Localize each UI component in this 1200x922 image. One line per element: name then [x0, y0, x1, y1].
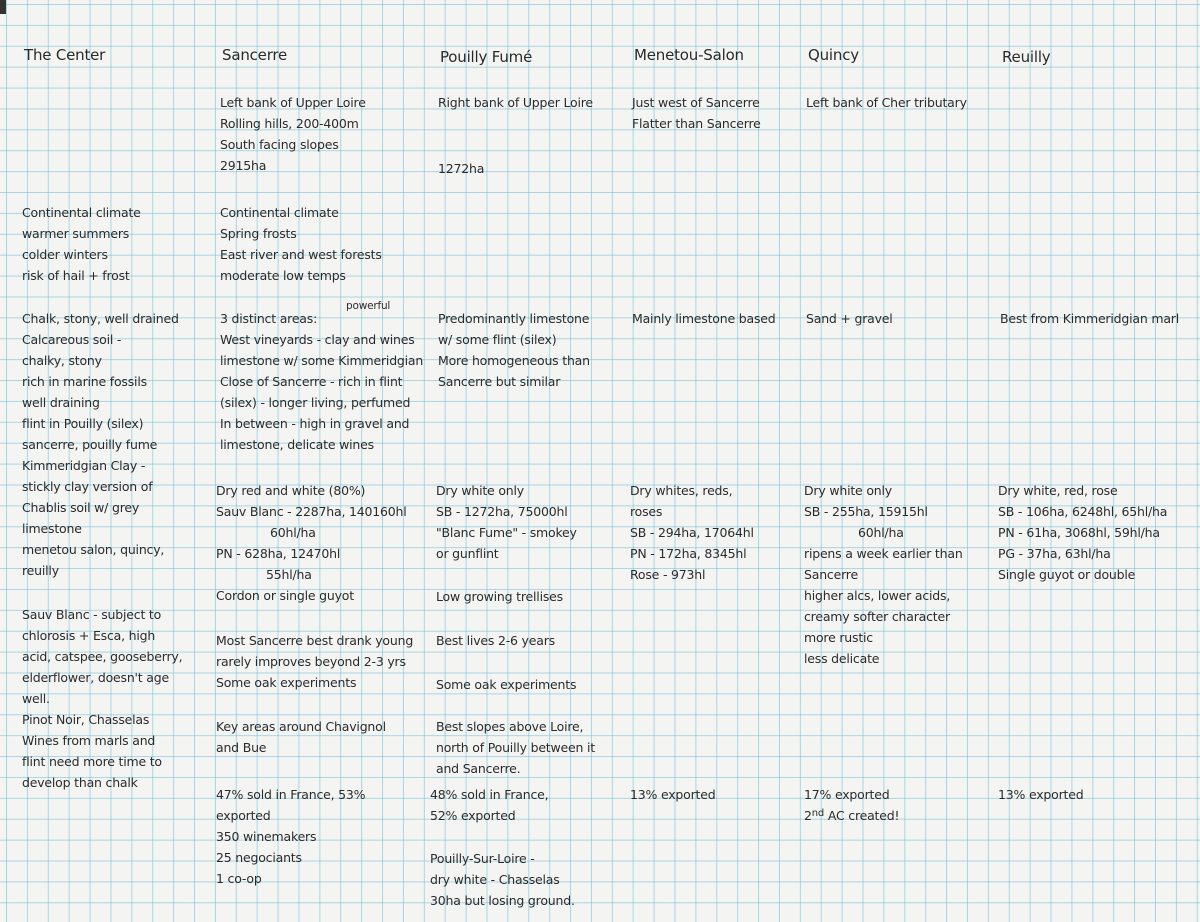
sancerre-soil-line: 3 distinct areas: [220, 311, 318, 326]
pouilly-export-line: 48% sold in France, [430, 787, 549, 802]
quincy-wines-line: Sancerre [804, 567, 858, 582]
center-grapes-line: acid, catspee, gooseberry, [22, 649, 183, 664]
sancerre-wines-line: PN - 628ha, 12470hl [216, 546, 341, 561]
quincy-wines-block [804, 480, 963, 669]
quincy-ac-ordinal: nd [811, 808, 825, 819]
menetou-soil: Mainly limestone based [632, 311, 776, 326]
menetou-wines-line: Rose - 973hl [630, 567, 706, 582]
sancerre-soil-line: In between - high in gravel and [220, 416, 410, 431]
sancerre-aging-line: Most Sancerre best drank young [216, 633, 414, 648]
center-soil-line: Calcareous soil - [22, 332, 122, 347]
menetou-wines-line: roses [630, 504, 663, 519]
pouilly-area: 1272ha [438, 161, 485, 176]
reuilly-soil: Best from Kimmeridgian marl [1000, 311, 1179, 326]
pouilly-sur-loire-line: dry white - Chasselas [430, 872, 560, 887]
center-grapes-line: elderflower, doesn't age [22, 670, 169, 685]
sancerre-soil-block [220, 308, 423, 455]
menetou-wines-block [630, 480, 754, 585]
pouilly-soil-block [438, 308, 590, 392]
pouilly-wines-line: Dry white only [436, 483, 524, 498]
sancerre-location-line: Left bank of Upper Loire [220, 95, 366, 110]
sancerre-wines-line: Dry red and white (80%) [216, 483, 366, 498]
center-grapes-block [22, 604, 182, 793]
quincy-ac-number: 2 [804, 808, 812, 823]
center-soil-line: reuilly [22, 563, 59, 578]
quincy-wines-line: 60hl/ha [858, 525, 904, 540]
sancerre-wines-line: Sauv Blanc - 2287ha, 140160hl [216, 504, 407, 519]
quincy-wines-line: creamy softer character [804, 609, 950, 624]
sancerre-soil-line: limestone, delicate wines [220, 437, 374, 452]
menetou-location-line: Just west of Sancerre [632, 95, 760, 110]
quincy-ac-note [804, 805, 899, 828]
sancerre-aging-line: rarely improves beyond 2-3 yrs [216, 654, 406, 669]
sancerre-areas-line: and Bue [216, 740, 267, 755]
sancerre-soil-line: West vineyards - clay and wines [220, 332, 415, 347]
pouilly-sur-loire-line: 30ha but losing ground. [430, 893, 575, 908]
quincy-soil: Sand + gravel [806, 311, 893, 326]
sancerre-location-line: South facing slopes [220, 137, 339, 152]
sancerre-soil-line: (silex) - longer living, perfumed [220, 395, 411, 410]
pouilly-soil-line: Predominantly limestone [438, 311, 590, 326]
center-climate-line: colder winters [22, 247, 108, 262]
sancerre-export-line: 25 negociants [216, 850, 302, 865]
pouilly-export-block [430, 784, 548, 826]
center-soil-line: Kimmeridgian Clay - [22, 458, 146, 473]
pouilly-location: Right bank of Upper Loire [438, 95, 593, 110]
sancerre-export-block [216, 784, 365, 889]
quincy-ac-text: AC created! [824, 808, 900, 823]
center-soil-line: limestone [22, 521, 82, 536]
sancerre-wines-line: 60hl/ha [270, 525, 316, 540]
quincy-wines-line: higher alcs, lower acids, [804, 588, 951, 603]
sancerre-climate-line: East river and west forests [220, 247, 382, 262]
center-grapes-line: Wines from marls and [22, 733, 156, 748]
center-soil-line: sancerre, pouilly fume [22, 437, 158, 452]
pouilly-wines-line: or gunflint [436, 546, 499, 561]
pouilly-slopes-line: north of Pouilly between it [436, 740, 595, 755]
sancerre-soil-note: powerful [346, 300, 391, 312]
sancerre-wines-line: 55hl/ha [266, 567, 312, 582]
reuilly-wines-line: Single guyot or double [998, 567, 1136, 582]
reuilly-export: 13% exported [998, 787, 1084, 802]
header-pouilly-fume: Pouilly Fumé [440, 48, 533, 66]
pouilly-oak: Some oak experiments [436, 677, 577, 692]
header-menetou-salon: Menetou-Salon [634, 46, 744, 64]
pouilly-soil-line: w/ some flint (silex) [438, 332, 557, 347]
pouilly-sur-loire-block [430, 848, 575, 911]
center-grapes-line: flint need more time to [22, 754, 162, 769]
pouilly-wines-block [436, 480, 577, 564]
center-soil-line: chalky, stony [22, 353, 102, 368]
pouilly-training: Low growing trellises [436, 589, 563, 604]
quincy-wines-line: more rustic [804, 630, 873, 645]
quincy-wines-line: ripens a week earlier than [804, 546, 963, 561]
menetou-wines-line: SB - 294ha, 17064hl [630, 525, 754, 540]
center-soil-line: rich in marine fossils [22, 374, 147, 389]
center-grapes-line: develop than chalk [22, 775, 138, 790]
center-climate-block [22, 202, 141, 286]
pouilly-slopes-line: and Sancerre. [436, 761, 521, 776]
quincy-wines-line: SB - 255ha, 15915hl [804, 504, 928, 519]
center-climate-line: risk of hail + frost [22, 268, 130, 283]
sancerre-location-block [220, 92, 366, 176]
pouilly-wines-line: "Blanc Fume" - smokey [436, 525, 577, 540]
sancerre-export-line: 47% sold in France, 53% [216, 787, 366, 802]
menetou-wines-line: PN - 172ha, 8345hl [630, 546, 747, 561]
center-grapes-line: chlorosis + Esca, high [22, 628, 156, 643]
center-grapes-line: Sauv Blanc - subject to [22, 607, 162, 622]
sancerre-climate-line: Spring frosts [220, 226, 297, 241]
sancerre-location-line: 2915ha [220, 158, 267, 173]
header-the-center: The Center [24, 46, 106, 64]
center-soil-line: Chablis soil w/ grey [22, 500, 140, 515]
pouilly-aging: Best lives 2-6 years [436, 633, 555, 648]
sancerre-soil-line: Close of Sancerre - rich in flint [220, 374, 403, 389]
pouilly-soil-line: Sancerre but similar [438, 374, 561, 389]
center-soil-line: menetou salon, quincy, [22, 542, 165, 557]
center-grapes-line: well. [22, 691, 50, 706]
menetou-location-block [632, 92, 761, 134]
menetou-wines-line: Dry whites, reds, [630, 483, 733, 498]
sancerre-climate-line: moderate low temps [220, 268, 346, 283]
center-soil-line: well draining [22, 395, 100, 410]
center-grapes-line: Pinot Noir, Chasselas [22, 712, 150, 727]
edge-mark [0, 0, 6, 14]
reuilly-wines-line: PN - 61ha, 3068hl, 59hl/ha [998, 525, 1160, 540]
center-climate-line: Continental climate [22, 205, 141, 220]
reuilly-wines-line: SB - 106ha, 6248hl, 65hl/ha [998, 504, 1168, 519]
menetou-location-line: Flatter than Sancerre [632, 116, 761, 131]
sancerre-climate-block [220, 202, 382, 286]
quincy-export: 17% exported [804, 787, 890, 802]
sancerre-export-line: 350 winemakers [216, 829, 317, 844]
header-sancerre: Sancerre [222, 46, 288, 64]
sancerre-wines-line: Cordon or single guyot [216, 588, 354, 603]
center-soil-line: flint in Pouilly (silex) [22, 416, 144, 431]
sancerre-areas-line: Key areas around Chavignol [216, 719, 386, 734]
center-soil-line: stickly clay version of [22, 479, 153, 494]
center-climate-line: warmer summers [22, 226, 130, 241]
pouilly-slopes-line: Best slopes above Loire, [436, 719, 584, 734]
header-reuilly: Reuilly [1002, 48, 1051, 66]
quincy-wines-line: less delicate [804, 651, 880, 666]
sancerre-areas-block [216, 716, 386, 758]
sancerre-aging-block [216, 630, 413, 693]
sancerre-export-line: exported [216, 808, 271, 823]
sancerre-climate-line: Continental climate [220, 205, 339, 220]
sancerre-wines-block [216, 480, 407, 606]
sancerre-location-line: Rolling hills, 200-400m [220, 116, 359, 131]
reuilly-wines-line: Dry white, red, rose [998, 483, 1118, 498]
pouilly-sur-loire-line: Pouilly-Sur-Loire - [430, 851, 535, 866]
sancerre-export-line: 1 co-op [216, 871, 262, 886]
center-soil-block [22, 308, 179, 581]
header-quincy: Quincy [808, 46, 859, 64]
reuilly-wines-line: PG - 37ha, 63hl/ha [998, 546, 1111, 561]
pouilly-slopes-block [436, 716, 595, 779]
quincy-wines-line: Dry white only [804, 483, 892, 498]
sancerre-soil-line: limestone w/ some Kimmeridgian [220, 353, 424, 368]
center-soil-line: Chalk, stony, well drained [22, 311, 179, 326]
pouilly-soil-line: More homogeneous than [438, 353, 590, 368]
quincy-location: Left bank of Cher tributary [806, 95, 967, 110]
menetou-export: 13% exported [630, 787, 716, 802]
pouilly-wines-line: SB - 1272ha, 75000hl [436, 504, 568, 519]
reuilly-wines-block [998, 480, 1167, 585]
sancerre-aging-line: Some oak experiments [216, 675, 357, 690]
pouilly-export-line: 52% exported [430, 808, 516, 823]
